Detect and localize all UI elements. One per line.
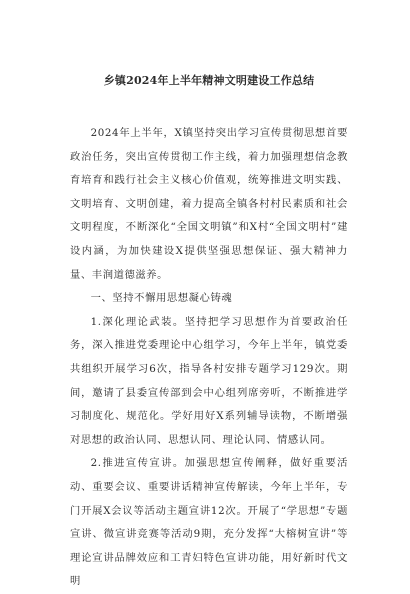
section-heading: 一、坚持不懈用思想凝心铸魂	[90, 292, 233, 305]
body-paragraph: 1.深化理论武装。坚持把学习思想作为首要政治任务，深入推进党委理论中心组学习，今年上半年，镇党委共组织开展学习6次，指导各村安排专题学习129次。期间，邀请了县委宣传部到会中心组列席旁听，不断推进学习制度化、规范化。学好用好X系列辅导读物，不断增强对思想的政治认同、思想认同、理论认同、情感认同。	[70, 315, 348, 446]
body-paragraph: 2.推进宣传宣讲。加强思想宣传阐释，做好重要活动、重要会议、重要讲话精神宣传解读，今年上半年，专门开展X会议等活动主题宣讲12次。开展了“学思想”专题宣讲、微宣讲竞赛等活动9期，充分发挥“大榕树宣讲”等理论宣讲品牌效应和工青妇特色宣讲功能，用好新时代文明	[70, 457, 348, 588]
document-title: 乡镇2024年上半年精神文明建设工作总结	[103, 74, 315, 87]
intro-paragraph: 2024年上半年，X镇坚持突出学习宣传贯彻思想首要政治任务，突出宣传贯彻工作主线，着力加强理想信念教育培育和践行社会主义核心价值观，统筹推进文明实践、文明培育、文明创建，着力提高全镇各村村民素质和社会文明程度，不断深化“全国文明镇”和X村“全国文明村”建设内涵，为加快建设X提供坚强思想保证、强大精神力量、丰润道德滋养。	[70, 127, 348, 281]
